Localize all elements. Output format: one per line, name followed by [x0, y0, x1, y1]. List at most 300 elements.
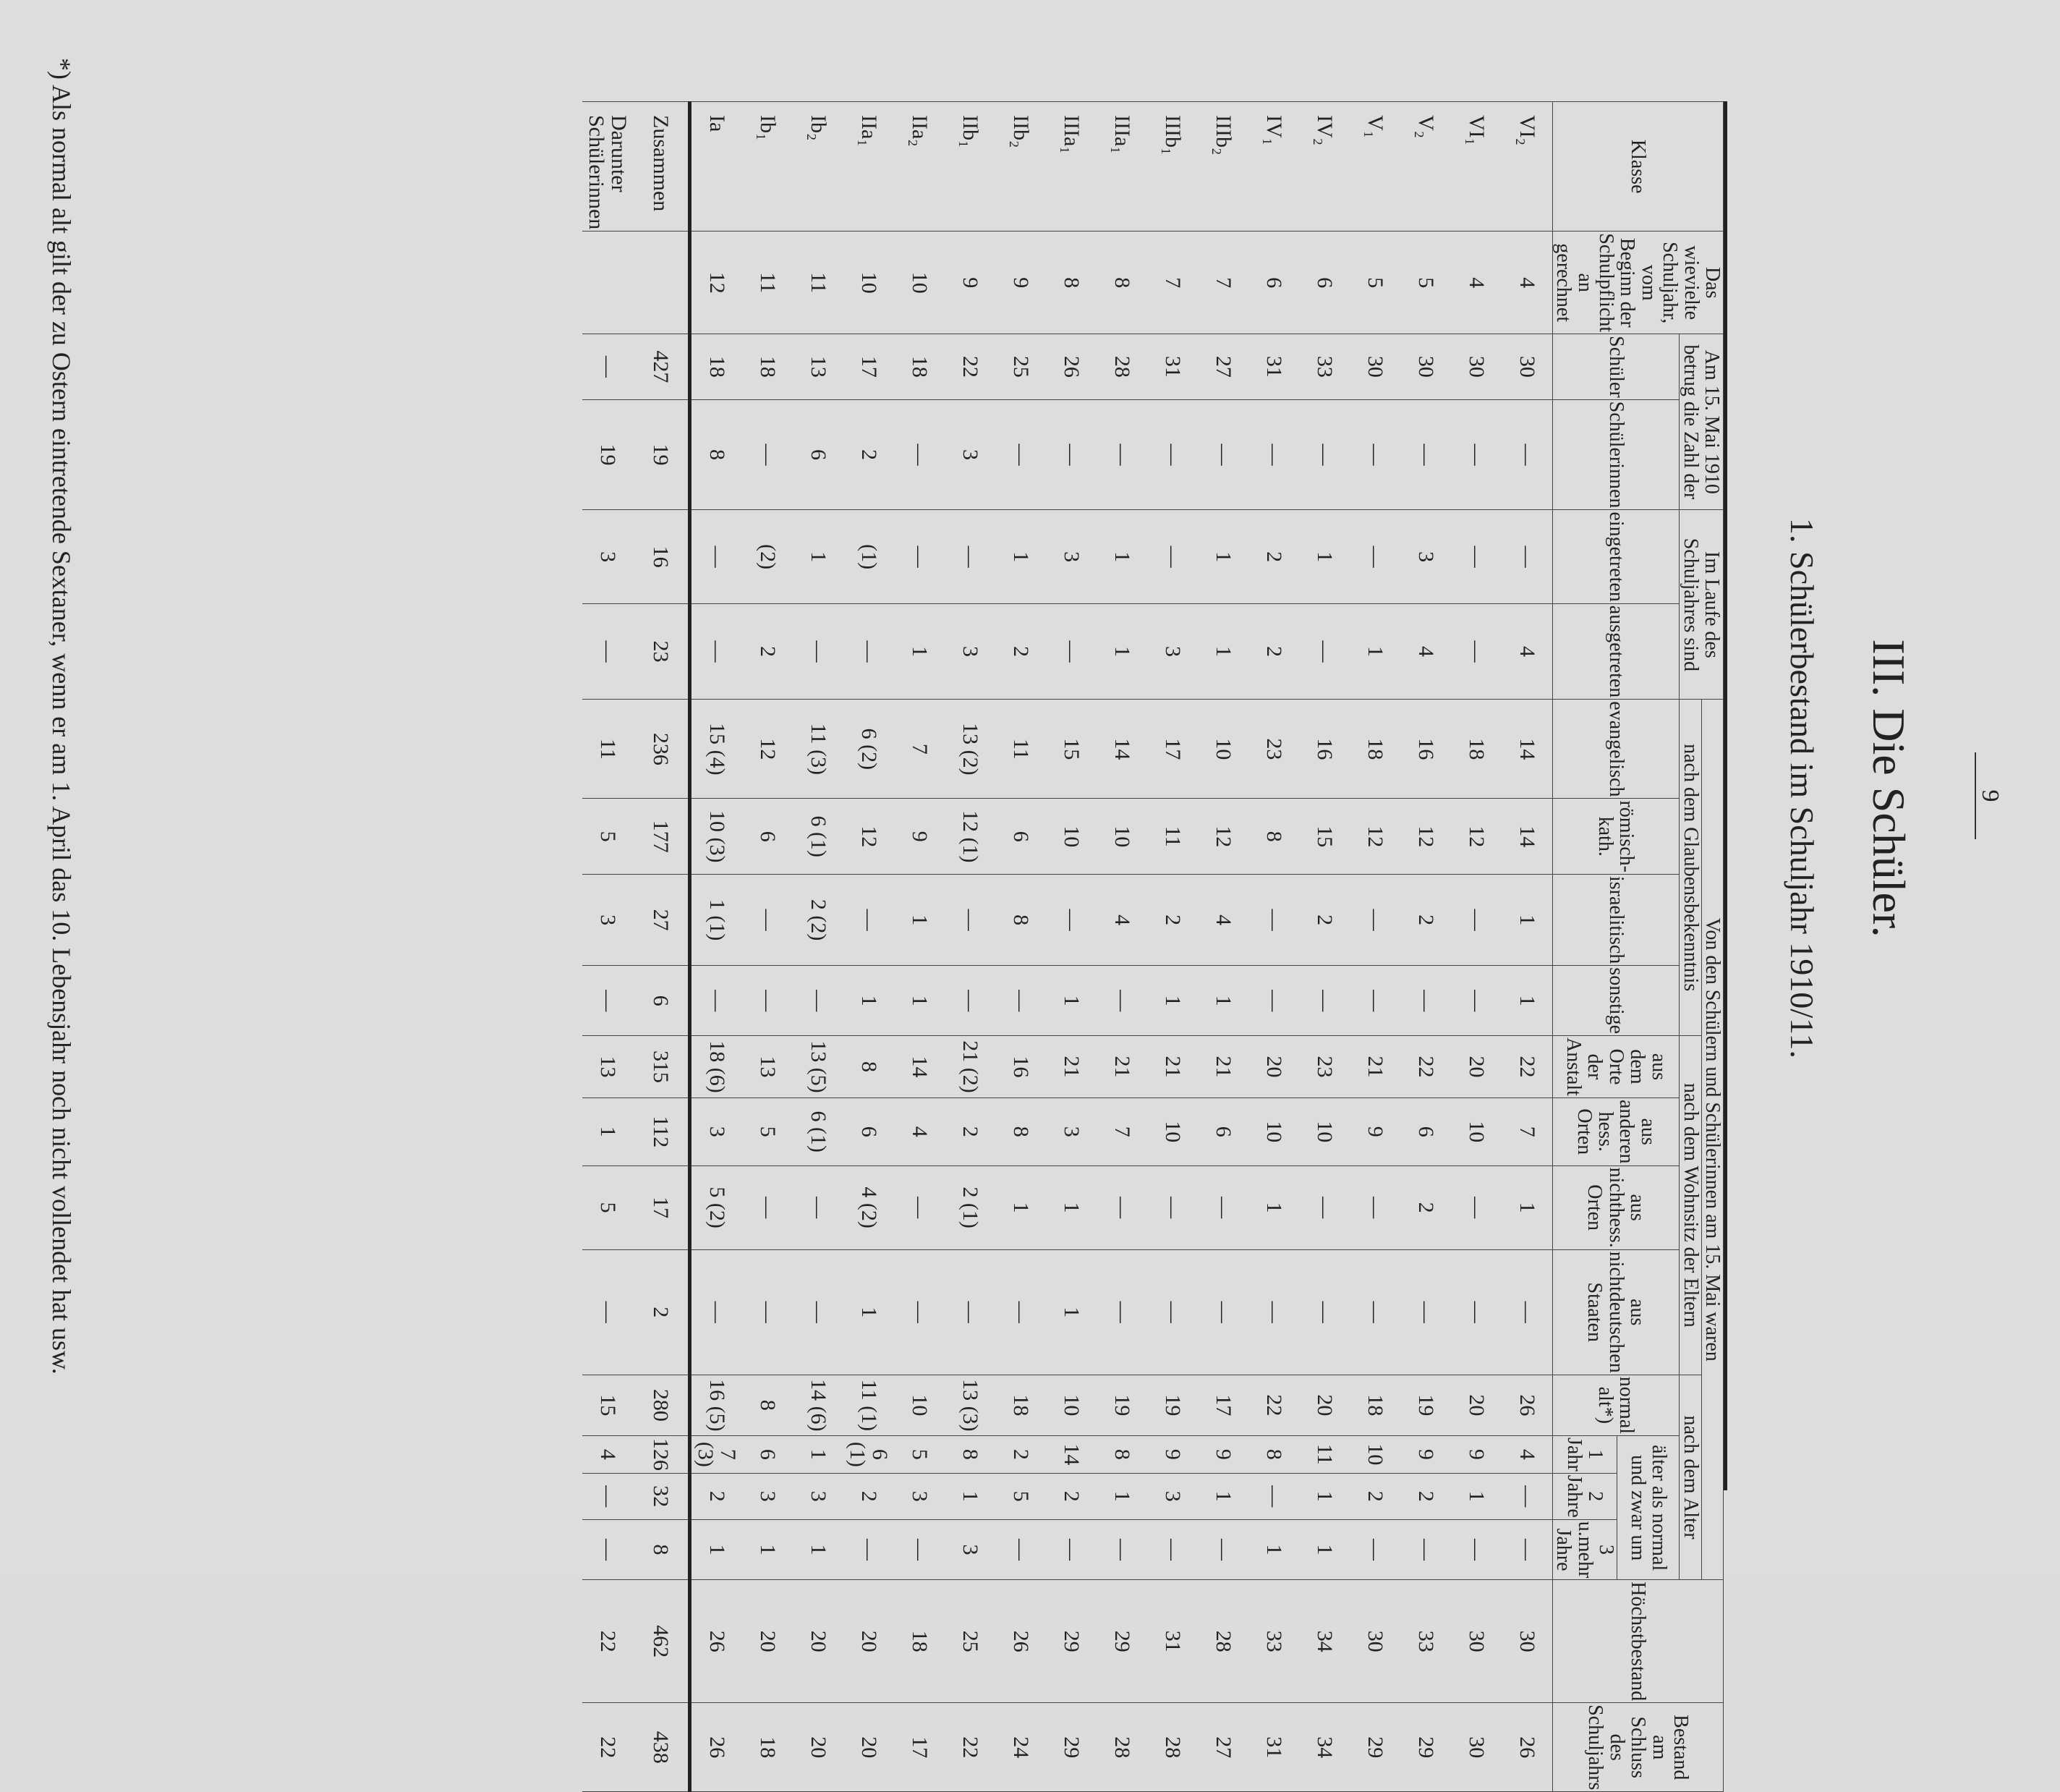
table-cell: 11: [793, 232, 843, 334]
table-cell: 31: [1147, 1580, 1198, 1703]
table-cell: —: [793, 603, 843, 700]
table-cell: 2: [995, 1436, 1046, 1474]
table-cell: 7: [1147, 232, 1198, 334]
table-cell: 4: [1502, 603, 1553, 700]
table-cell: 8: [742, 1375, 793, 1435]
table-cell: 1: [1248, 1165, 1299, 1249]
table-cell: 1: [1046, 1249, 1097, 1375]
table-cell: 30: [1502, 334, 1553, 400]
table-row: [995, 102, 1046, 1792]
table-cell: 177: [633, 799, 690, 875]
table-cell: 8: [689, 399, 742, 510]
table-cell: 1: [793, 1436, 843, 1474]
table-cell: 10: [1451, 1097, 1502, 1165]
table-cell: 4: [1502, 1436, 1553, 1474]
table-cell: 2: [1248, 603, 1299, 700]
table-cell: 8: [1097, 1436, 1147, 1474]
table-cell: —: [894, 399, 945, 510]
header-schueler: Schüler: [1552, 334, 1679, 400]
table-cell: —: [945, 875, 995, 966]
table-cell: 112: [633, 1097, 690, 1165]
table-cell: 22: [945, 334, 995, 400]
table-cell: 29: [1046, 1703, 1097, 1792]
row-klasse: IIb₁: [945, 102, 995, 232]
table-cell: 15: [582, 1375, 633, 1435]
table-cell: 18: [894, 1580, 945, 1703]
table-cell: 1: [843, 966, 894, 1036]
table-cell: 30: [1350, 334, 1400, 400]
table-cell: 3: [793, 1473, 843, 1519]
table-cell: 1: [894, 966, 945, 1036]
table-cell: 18: [1350, 1375, 1400, 1435]
table-row: [1046, 102, 1097, 1792]
table-cell: 3: [1147, 603, 1198, 700]
table-cell: 4: [582, 1436, 633, 1474]
table-cell: 10: [1299, 1097, 1350, 1165]
table-cell: 27: [633, 875, 690, 966]
table-cell: 12 (1): [945, 799, 995, 875]
table-cell: 4: [1451, 232, 1502, 334]
table-cell: —: [742, 966, 793, 1036]
table-cell: —: [582, 1519, 633, 1580]
table-cell: —: [1400, 1519, 1451, 1580]
table-cell: —: [1147, 1165, 1198, 1249]
table-cell: 16: [633, 510, 690, 603]
table-cell: 12: [1451, 799, 1502, 875]
table-cell: 5: [1400, 232, 1451, 334]
table-cell: 30: [1451, 334, 1502, 400]
table-cell: —: [689, 603, 742, 700]
table-cell: 1: [1502, 1165, 1553, 1249]
table-cell: 17: [1198, 1375, 1248, 1435]
table-cell: —: [1248, 1249, 1299, 1375]
table-cell: —: [1451, 1519, 1502, 1580]
table-cell: 10: [1046, 1375, 1097, 1435]
table-cell: 20: [843, 1580, 894, 1703]
table-cell: —: [582, 334, 633, 400]
table-cell: 9: [995, 232, 1046, 334]
table-cell: 2: [995, 603, 1046, 700]
table-cell: 4 (2): [843, 1165, 894, 1249]
table-cell: 19: [1097, 1375, 1147, 1435]
table-cell: —: [793, 1249, 843, 1375]
table-row: [1299, 102, 1350, 1792]
table-cell: 34: [1299, 1703, 1350, 1792]
table-cell: 33: [1248, 1580, 1299, 1703]
footnote: *) Als normal alt gilt der zu Ostern eintretende Sextaner, wenn er am 1. April das 10. Lebensjahr noch nicht vollendet hat usw.: [47, 58, 76, 1375]
table-cell: 1: [1350, 603, 1400, 700]
table-cell: —: [1299, 603, 1350, 700]
table-cell: —: [1451, 966, 1502, 1036]
table-cell: 14: [1097, 700, 1147, 799]
table-cell: —: [582, 1249, 633, 1375]
table-cell: —: [1046, 1519, 1097, 1580]
table-cell: 13: [582, 1036, 633, 1098]
table-cell: 8: [633, 1519, 690, 1580]
header-israelitisch: israelitisch: [1552, 875, 1679, 966]
table-cell: 12: [742, 700, 793, 799]
table-cell: —: [582, 603, 633, 700]
table-cell: —: [1046, 603, 1097, 700]
table-cell: 1: [1248, 1519, 1299, 1580]
table-cell: 3: [945, 603, 995, 700]
table-cell: 9: [1198, 1436, 1248, 1474]
table-cell: —: [995, 966, 1046, 1036]
table-cell: 2: [1400, 875, 1451, 966]
table-cell: 18: [742, 1703, 793, 1792]
table-cell: —: [742, 875, 793, 966]
table-cell: —: [1451, 510, 1502, 603]
table-cell: 23: [1299, 1036, 1350, 1098]
table-cell: 1: [1299, 1473, 1350, 1519]
row-klasse: VI₂: [1502, 102, 1553, 232]
table-row: [1451, 102, 1502, 1792]
table-cell: 26: [1502, 1375, 1553, 1435]
table-row: [742, 102, 793, 1792]
table-cell: [582, 232, 633, 334]
table-cell: 31: [1248, 334, 1299, 400]
table-cell: 10: [894, 232, 945, 334]
row-klasse: IIIa₁: [1097, 102, 1147, 232]
table-cell: —: [1299, 399, 1350, 510]
table-cell: 2: [843, 399, 894, 510]
table-cell: 15: [1046, 700, 1097, 799]
header-schuelerinnen: Schülerinnen: [1552, 399, 1679, 510]
table-cell: —: [1502, 399, 1553, 510]
table-cell: —: [843, 1519, 894, 1580]
table-cell: 3: [742, 1473, 793, 1519]
table-cell: 5: [894, 1436, 945, 1474]
table-cell: —: [1248, 875, 1299, 966]
table-cell: 236: [633, 700, 690, 799]
table-cell: 3: [1400, 510, 1451, 603]
table-row: [1502, 102, 1553, 1792]
table-cell: 1: [1097, 603, 1147, 700]
table-cell: 2: [1248, 510, 1299, 603]
table-cell: 1: [582, 1097, 633, 1165]
table-cell: 20: [793, 1703, 843, 1792]
row-klasse: IIIb₁: [1147, 102, 1198, 232]
table-cell: 7: [1502, 1097, 1553, 1165]
table-cell: 1: [793, 510, 843, 603]
table-cell: 2: [633, 1249, 690, 1375]
table-cell: 14: [1046, 1436, 1097, 1474]
table-cell: 12: [1198, 799, 1248, 875]
header-j3: 3 u.mehr Jahre: [1552, 1519, 1617, 1580]
table-cell: —: [582, 966, 633, 1036]
table-cell: 3: [945, 1519, 995, 1580]
table-cell: —: [1198, 399, 1248, 510]
table-cell: 1: [1198, 966, 1248, 1036]
table-cell: 1: [1299, 1519, 1350, 1580]
table-cell: 32: [633, 1473, 690, 1519]
table-cell: 1: [1502, 966, 1553, 1036]
table-cell: —: [1350, 1249, 1400, 1375]
table-cell: —: [945, 510, 995, 603]
header-hess: aus anderen hess. Orten: [1552, 1097, 1679, 1165]
table-cell: 10: [1147, 1097, 1198, 1165]
table-cell: —: [582, 1473, 633, 1519]
table-cell: 9: [1451, 1436, 1502, 1474]
table-cell: —: [1451, 1165, 1502, 1249]
table-cell: —: [1400, 1249, 1451, 1375]
table-cell: 34: [1299, 1580, 1350, 1703]
table-cell: 9: [1400, 1436, 1451, 1474]
table-cell: —: [1400, 399, 1451, 510]
header-aelter: älter als normal und zwar um: [1617, 1436, 1680, 1580]
table-cell: —: [689, 1249, 742, 1375]
header-im-laufe: Im Laufe des Schuljahres sind: [1680, 510, 1724, 700]
table-cell: 8: [1248, 1436, 1299, 1474]
table-cell: 18: [995, 1375, 1046, 1435]
table-cell: 5: [582, 1165, 633, 1249]
row-klasse: IIIa₁: [1046, 102, 1097, 232]
table-cell: 9: [945, 232, 995, 334]
table-cell: 22: [1400, 1036, 1451, 1098]
table-cell: —: [1299, 1249, 1350, 1375]
table-cell: —: [1198, 1519, 1248, 1580]
table-cell: 1: [1046, 966, 1097, 1036]
table-cell: 20: [843, 1703, 894, 1792]
table-cell: [633, 232, 690, 334]
table-cell: 6: [742, 799, 793, 875]
table-cell: 30: [1451, 1703, 1502, 1792]
table-cell: 20: [742, 1580, 793, 1703]
table-row: [1400, 102, 1451, 1792]
table-cell: —: [1147, 399, 1198, 510]
table-row: [793, 102, 843, 1792]
table-row: [1147, 102, 1198, 1792]
table-cell: 12: [1350, 799, 1400, 875]
table-cell: —: [1350, 966, 1400, 1036]
table-cell: —: [1248, 399, 1299, 510]
table-cell: 14: [894, 1036, 945, 1098]
table-cell: 14 (6): [793, 1375, 843, 1435]
table-cell: 21: [1147, 1036, 1198, 1098]
table-cell: 1: [1451, 1473, 1502, 1519]
table-cell: —: [1097, 1249, 1147, 1375]
table-cell: 2: [742, 603, 793, 700]
table-cell: 2: [1147, 875, 1198, 966]
table-cell: 10: [1248, 1097, 1299, 1165]
table-cell: 18: [894, 334, 945, 400]
table-cell: —: [742, 399, 793, 510]
table-cell: —: [1299, 1165, 1350, 1249]
table-cell: 1: [1198, 1473, 1248, 1519]
table-cell: 27: [1198, 334, 1248, 400]
table-cell: 462: [633, 1580, 690, 1703]
table-cell: —: [1350, 1519, 1400, 1580]
header-evangelisch: evangelisch: [1552, 700, 1679, 799]
table-cell: 8: [945, 1436, 995, 1474]
header-orte: aus dem Orte der Anstalt: [1552, 1036, 1679, 1098]
table-cell: 4: [1502, 232, 1553, 334]
row-klasse: V₁: [1350, 102, 1400, 232]
row-klasse: IIa₂: [894, 102, 945, 232]
table-cell: 3: [582, 510, 633, 603]
header-j1: 1 Jahr: [1552, 1436, 1617, 1474]
table-cell: 6: [1198, 1097, 1248, 1165]
table-cell: 14: [1502, 799, 1553, 875]
table-cell: 21: [1350, 1036, 1400, 1098]
total-row: [633, 102, 690, 1792]
table-cell: 3: [1046, 1097, 1097, 1165]
table-cell: 2 (1): [945, 1165, 995, 1249]
table-cell: —: [689, 966, 742, 1036]
table-cell: —: [1147, 510, 1198, 603]
table-row: [1198, 102, 1248, 1792]
table-cell: —: [1248, 966, 1299, 1036]
table-cell: 30: [1350, 1580, 1400, 1703]
table-cell: 7 (3): [689, 1436, 742, 1474]
table-cell: —: [1502, 1473, 1553, 1519]
table-cell: 9: [1350, 1097, 1400, 1165]
table-cell: 6: [843, 1097, 894, 1165]
table-cell: 10: [894, 1375, 945, 1435]
table-cell: —: [1097, 1165, 1147, 1249]
table-cell: —: [1451, 399, 1502, 510]
header-am-mai: Am 15. Mai 1910 betrug die Zahl der: [1680, 334, 1724, 510]
table-cell: 2 (2): [793, 875, 843, 966]
table-cell: 13 (3): [945, 1375, 995, 1435]
table-cell: 2: [843, 1473, 894, 1519]
table-cell: —: [945, 1249, 995, 1375]
table-cell: 19: [1147, 1375, 1198, 1435]
row-klasse: Ia: [689, 102, 742, 232]
table-cell: 6: [1299, 232, 1350, 334]
table-cell: 1: [742, 1519, 793, 1580]
table-cell: 18 (6): [689, 1036, 742, 1098]
table-cell: 4: [1198, 875, 1248, 966]
table-cell: 1: [1097, 1473, 1147, 1519]
table-cell: 26: [1046, 334, 1097, 400]
table-cell: 2: [689, 1473, 742, 1519]
table-cell: 8: [843, 1036, 894, 1098]
table-cell: 3: [945, 399, 995, 510]
table-cell: 17: [843, 334, 894, 400]
table-cell: —: [742, 1249, 793, 1375]
table-row: [1097, 102, 1147, 1792]
table-cell: —: [995, 1249, 1046, 1375]
table-cell: 11: [742, 232, 793, 334]
table-cell: 20: [1248, 1036, 1299, 1098]
table-cell: 2: [1400, 1165, 1451, 1249]
table-cell: 6 (2): [843, 700, 894, 799]
table-cell: —: [894, 1519, 945, 1580]
table-row: [1248, 102, 1299, 1792]
table-cell: 16: [995, 1036, 1046, 1098]
table-cell: 10: [1198, 700, 1248, 799]
table-cell: 1: [1502, 875, 1553, 966]
table-cell: 16: [1400, 700, 1451, 799]
table-cell: 12: [1400, 799, 1451, 875]
row-klasse: IV₂: [1299, 102, 1350, 232]
table-cell: 5: [742, 1097, 793, 1165]
row-klasse: Ib₂: [793, 102, 843, 232]
row-klasse: VI₁: [1451, 102, 1502, 232]
table-cell: —: [1350, 875, 1400, 966]
table-cell: 7: [1198, 232, 1248, 334]
page-number: 9: [1975, 752, 2004, 839]
table-cell: 10 (3): [689, 799, 742, 875]
table-cell: 28: [1147, 1703, 1198, 1792]
table-cell: 1: [843, 1249, 894, 1375]
table-cell: 11: [995, 700, 1046, 799]
table-cell: —: [1502, 1249, 1553, 1375]
table-cell: 6: [742, 1436, 793, 1474]
header-sonstige: sonstige: [1552, 966, 1679, 1036]
table-cell: 6: [995, 799, 1046, 875]
table-cell: 20: [1451, 1375, 1502, 1435]
table-cell: 10: [1350, 1436, 1400, 1474]
table-cell: —: [843, 603, 894, 700]
table-cell: —: [894, 1249, 945, 1375]
row-klasse: V₂: [1400, 102, 1451, 232]
table-cell: 29: [1400, 1703, 1451, 1792]
table-cell: 31: [1248, 1703, 1299, 1792]
table-cell: —: [1147, 1249, 1198, 1375]
table-cell: —: [1198, 1249, 1248, 1375]
row-label: Zusammen: [633, 102, 690, 232]
table-row: [945, 102, 995, 1792]
table-frame: [111, 101, 1727, 1791]
table-cell: (2): [742, 510, 793, 603]
table-cell: 17: [894, 1703, 945, 1792]
table-cell: 3: [1147, 1473, 1198, 1519]
table-cell: 12: [843, 799, 894, 875]
table-cell: —: [1350, 1165, 1400, 1249]
table-cell: 280: [633, 1375, 690, 1435]
table-cell: —: [1046, 875, 1097, 966]
table-cell: 1: [793, 1519, 843, 1580]
table-cell: 315: [633, 1036, 690, 1098]
table-cell: —: [843, 875, 894, 966]
header-nichtdeutsch: aus nichtdeutschen Staaten: [1552, 1249, 1679, 1375]
table-cell: 2: [1299, 875, 1350, 966]
table-cell: 15 (4): [689, 700, 742, 799]
table-cell: 23: [1248, 700, 1299, 799]
table-cell: 8: [1046, 232, 1097, 334]
table-cell: 22: [945, 1703, 995, 1792]
header-schuljahr: Das wievielte Schuljahr, vom Beginn der Schulpflicht an gerechnet: [1552, 232, 1723, 334]
table-cell: 6: [1400, 1097, 1451, 1165]
table-cell: —: [1046, 399, 1097, 510]
table-cell: 21 (2): [945, 1036, 995, 1098]
schuelerbestand-table: [582, 101, 1724, 1792]
header-nichthess: aus nichthess. Orten: [1552, 1165, 1679, 1249]
table-cell: 13 (5): [793, 1036, 843, 1098]
table-cell: 3: [894, 1473, 945, 1519]
row-klasse: IIb₂: [995, 102, 1046, 232]
table-cell: 28: [1097, 1703, 1147, 1792]
table-cell: 22: [1248, 1375, 1299, 1435]
table-cell: 8: [1097, 232, 1147, 334]
table-cell: 22: [1502, 1036, 1553, 1098]
table-cell: 18: [742, 334, 793, 400]
table-cell: —: [1502, 510, 1553, 603]
header-normal: normal alt*): [1552, 1375, 1679, 1435]
table-cell: —: [1502, 1519, 1553, 1580]
table-cell: 30: [1400, 334, 1451, 400]
table-cell: 1: [1147, 966, 1198, 1036]
table-cell: 16: [1299, 700, 1350, 799]
table-cell: —: [995, 399, 1046, 510]
table-cell: 14: [1502, 700, 1553, 799]
table-cell: —: [1350, 510, 1400, 603]
page-title: III. Die Schüler.: [1863, 639, 1915, 938]
table-cell: 23: [633, 603, 690, 700]
header-ausgetreten: ausgetreten: [1552, 603, 1679, 700]
